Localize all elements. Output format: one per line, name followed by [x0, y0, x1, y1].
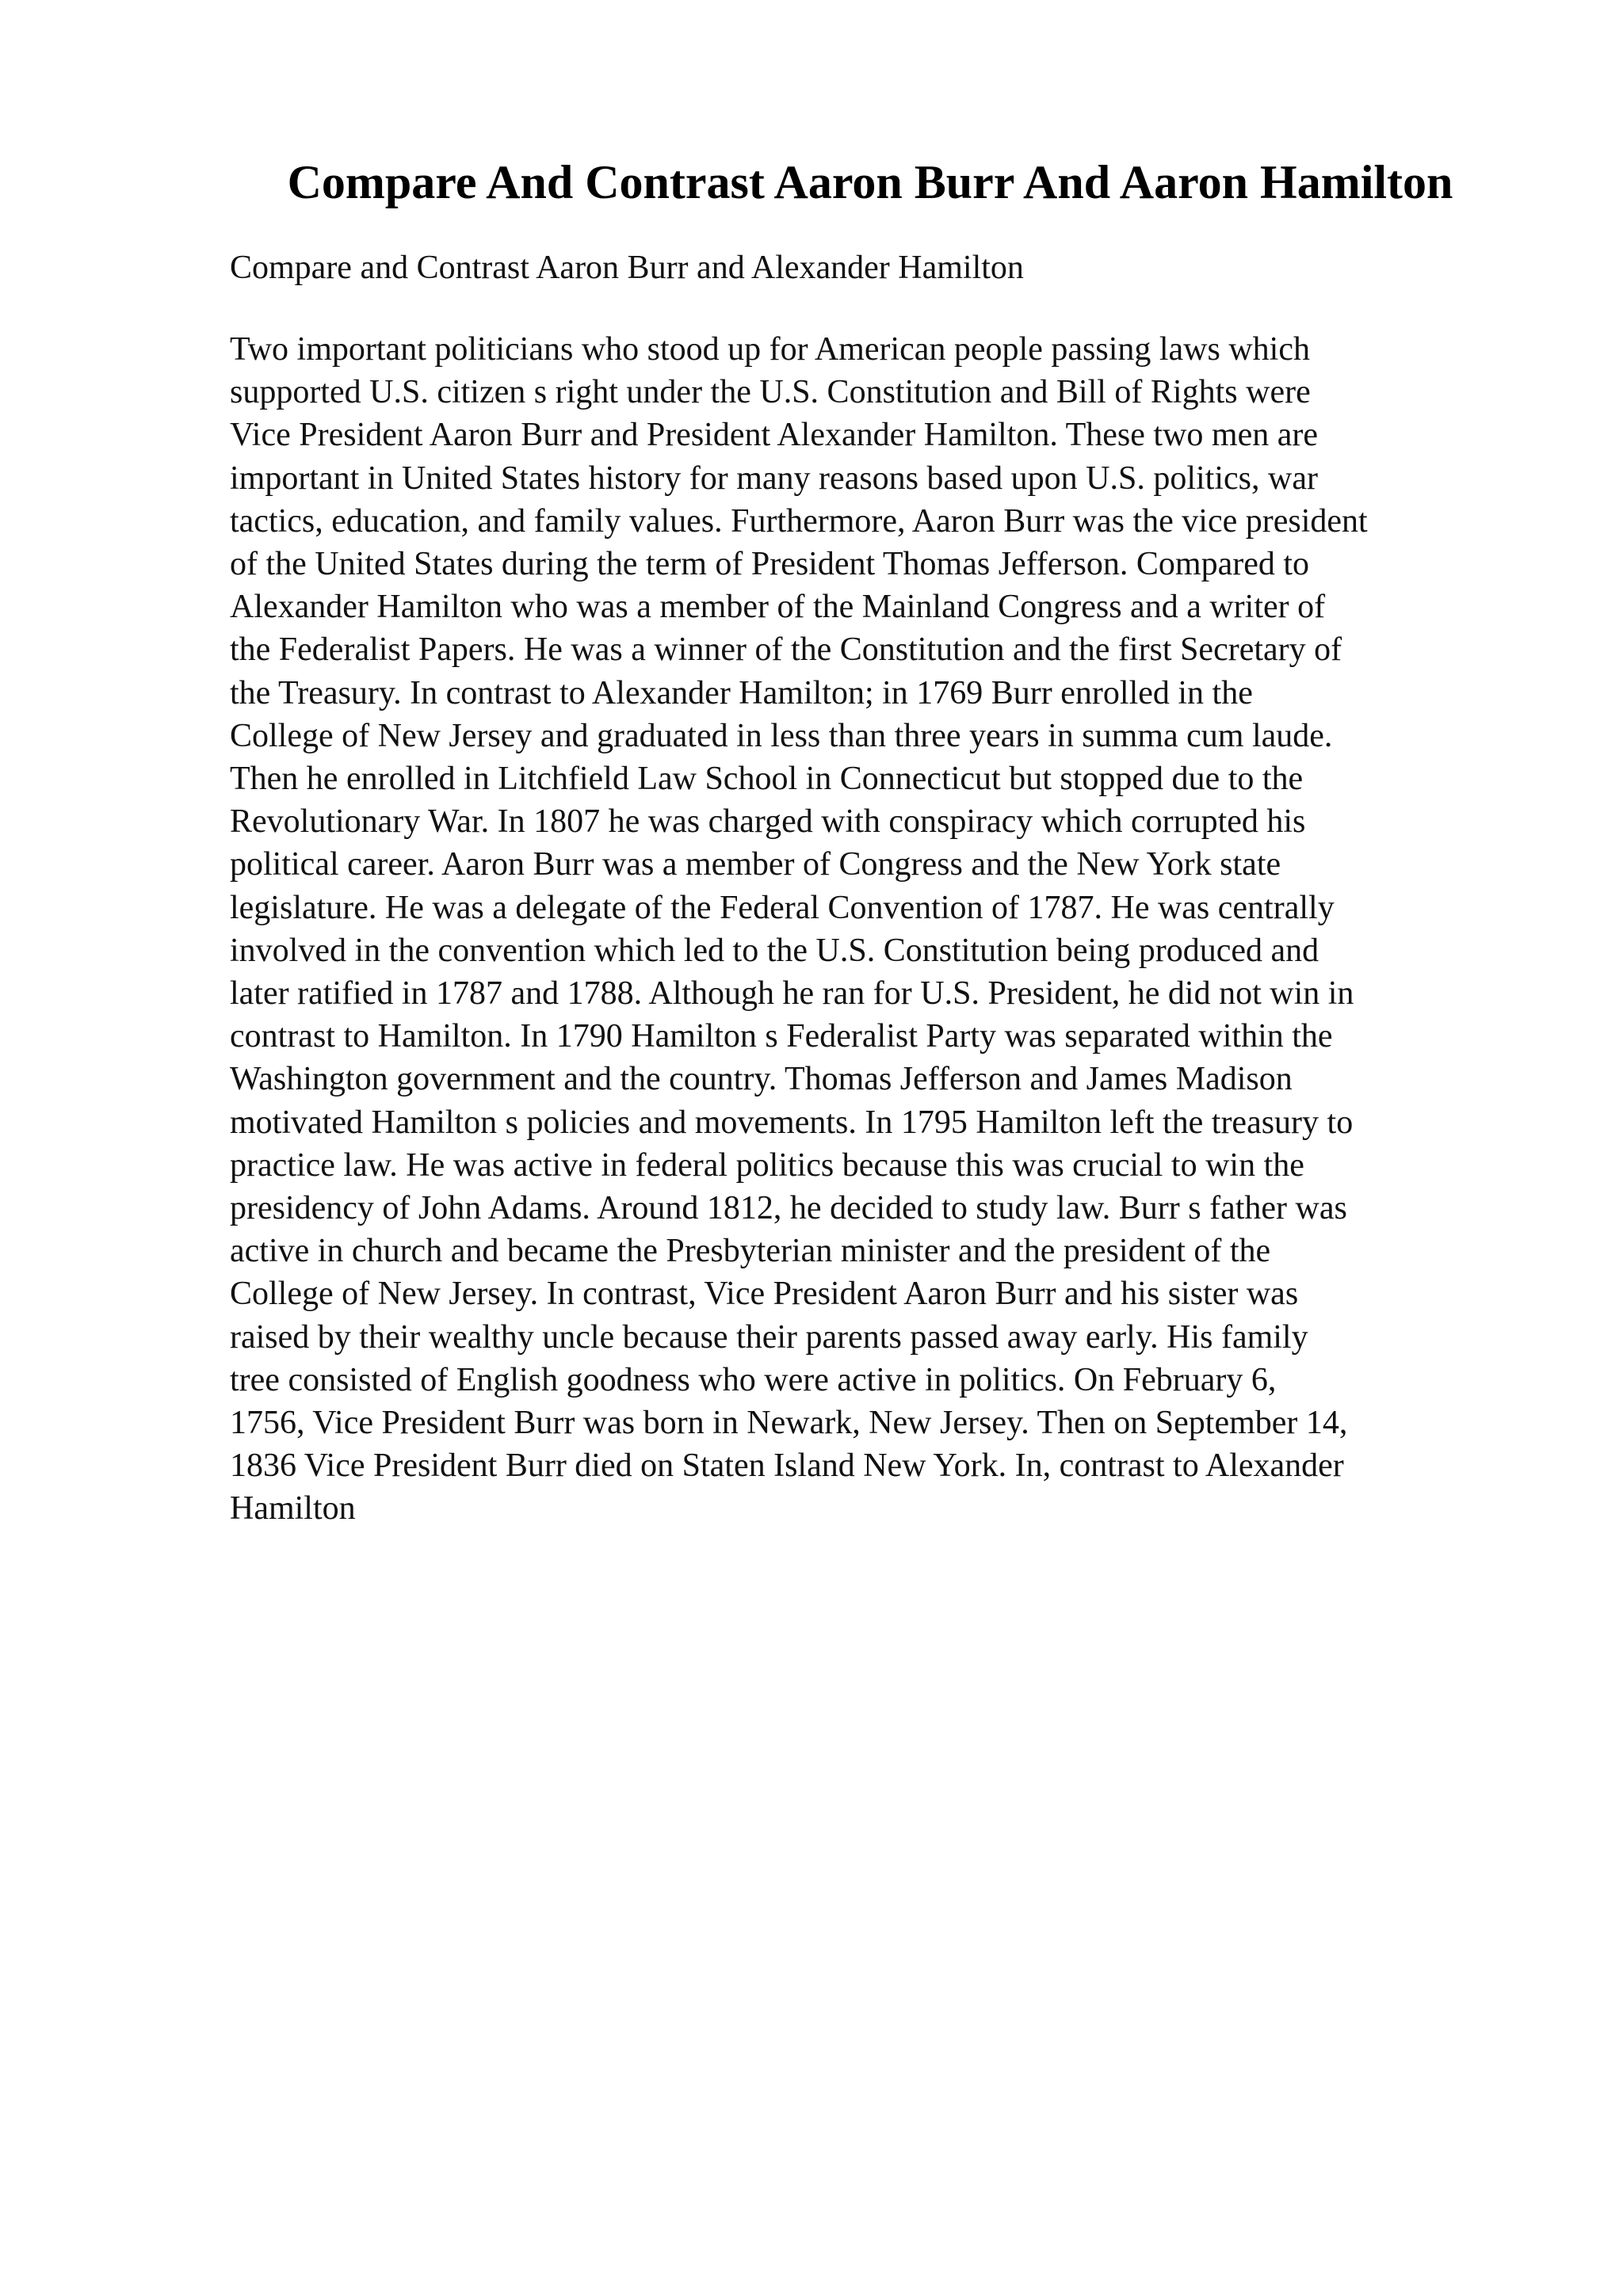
- paragraph-line: 1836 Vice President Burr died on Staten Island New York. In, contrast to Alexander: [230, 1447, 1344, 1485]
- paragraph-line: Washington government and the country. Thomas Jefferson and James Madison: [230, 1061, 1293, 1098]
- paragraph-line: presidency of John Adams. Around 1812, he decided to study law. Burr s father was: [230, 1190, 1347, 1227]
- paragraph-line: tactics, education, and family values. Furthermore, Aaron Burr was the vice president: [230, 502, 1368, 540]
- paragraph-line: of the United States during the term of President Thomas Jefferson. Compared to: [230, 546, 1310, 583]
- paragraph-line: College of New Jersey. In contrast, Vice President Aaron Burr and his sister was: [230, 1276, 1299, 1313]
- paragraph-line: legislature. He was a delegate of the Federal Convention of 1787. He was centrally: [230, 889, 1335, 926]
- paragraph-line: College of New Jersey and graduated in less than three years in summa cum laude.: [230, 717, 1333, 754]
- paragraph-line: raised by their wealthy uncle because their parents passed away early. His family: [230, 1318, 1308, 1356]
- paragraph-line: the Federalist Papers. He was a winner of the Constitution and the first Secretary of: [230, 631, 1342, 669]
- paragraph-line: Alexander Hamilton who was a member of the Mainland Congress and a writer of: [230, 589, 1326, 626]
- paragraph-line: 1756, Vice President Burr was born in Newark, New Jersey. Then on September 14,: [230, 1405, 1348, 1442]
- paragraph-line: Revolutionary War. In 1807 he was charged with conspiracy which corrupted his: [230, 803, 1306, 841]
- paragraph-line: Vice President Aaron Burr and President Alexander Hamilton. These two men are: [230, 417, 1318, 454]
- essay-paragraph: [230, 328, 1529, 1531]
- paragraph-line: Hamilton: [230, 1490, 356, 1527]
- paragraph-line: Then he enrolled in Litchfield Law School in Connecticut but stopped due to the: [230, 761, 1304, 798]
- paragraph-line: contrast to Hamilton. In 1790 Hamilton s Federalist Party was separated within the: [230, 1018, 1333, 1055]
- paragraph-line: involved in the convention which led to the U.S. Constitution being produced and: [230, 932, 1319, 969]
- paragraph-line: Two important politicians who stood up for American people passing laws which: [230, 331, 1310, 368]
- paragraph-line: later ratified in 1787 and 1788. Although he ran for U.S. President, he did not win in: [230, 975, 1354, 1013]
- paragraph-line: political career. Aaron Burr was a member of Congress and the New York state: [230, 846, 1281, 883]
- paragraph-line: active in church and became the Presbyterian minister and the president of the: [230, 1233, 1271, 1270]
- paragraph-line: practice law. He was active in federal politics because this was crucial to win the: [230, 1146, 1304, 1184]
- paragraph-line: tree consisted of English goodness who were active in politics. On February 6,: [230, 1361, 1277, 1398]
- paragraph-line: important in United States history for many reasons based upon U.S. politics, war: [230, 460, 1318, 497]
- document-title: Compare And Contrast Aaron Burr And Aaron Hamilton: [287, 156, 1453, 208]
- paragraph-line: supported U.S. citizen s right under the U.S. Constitution and Bill of Rights were: [230, 374, 1311, 411]
- document-subtitle: Compare and Contrast Aaron Burr and Alexander Hamilton: [230, 250, 1024, 286]
- paragraph-line: the Treasury. In contrast to Alexander Hamilton; in 1769 Burr enrolled in the: [230, 674, 1253, 711]
- paragraph-line: motivated Hamilton s policies and movements. In 1795 Hamilton left the treasury to: [230, 1104, 1354, 1141]
